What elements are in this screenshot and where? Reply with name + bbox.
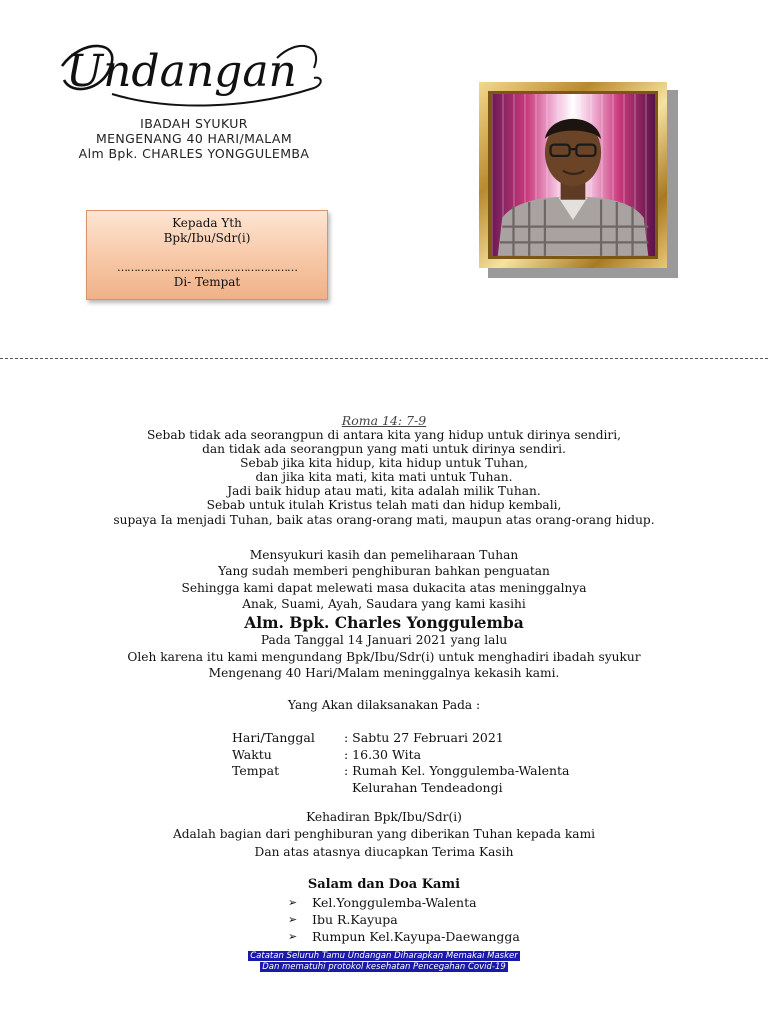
detail-value: : Sabtu 27 Februari 2021 bbox=[344, 730, 504, 745]
verse-line: dan tidak ada seorangpun yang mati untuk dirinya sendiri. bbox=[202, 442, 566, 456]
page-divider bbox=[0, 358, 768, 359]
detail-row-date bbox=[232, 730, 570, 747]
health-notice bbox=[0, 951, 768, 973]
closing-line: Dan atas atasnya diucapkan Terima Kasih bbox=[254, 845, 514, 859]
detail-row-time bbox=[232, 747, 570, 764]
list-item bbox=[288, 911, 520, 928]
signers-list bbox=[288, 894, 520, 945]
verse-line: Jadi baik hidup atau mati, kita adalah milik Tuhan. bbox=[227, 484, 541, 498]
detail-label bbox=[232, 780, 344, 797]
recipient-line-3: Di- Tempat bbox=[173, 275, 241, 289]
verse-line: Sebab tidak ada seorangpun di antara kita yang hidup untuk dirinya sendiri, bbox=[146, 428, 622, 442]
logo-flourish-graphic bbox=[52, 28, 327, 118]
list-item bbox=[288, 894, 520, 911]
verse-line: Sebab untuk itulah Kristus telah mati dan hidup kembali, bbox=[206, 498, 562, 512]
closing-line: Adalah bagian dari penghiburan yang diberikan Tuhan kepada kami bbox=[172, 827, 596, 841]
verse-line: supaya Ia menjadi Tuhan, baik atas orang-orang mati, maupun atas orang-orang hidup. bbox=[113, 513, 655, 527]
verse-line: dan jika kita mati, kita mati untuk Tuhan. bbox=[255, 470, 513, 484]
signer-name: Ibu R.Kayupa bbox=[312, 912, 398, 927]
subtitle-line-3: Alm Bpk. CHARLES YONGGULEMBA bbox=[78, 146, 310, 161]
verse-line: Sebab jika kita hidup, kita hidup untuk Tuhan, bbox=[240, 456, 528, 470]
notice-line-2: Dan mematuhi protokol kesehatan Pencegahan Covid-19 bbox=[262, 962, 506, 972]
arrow-bullet-icon: ➢ bbox=[288, 896, 298, 909]
detail-label: Hari/Tanggal bbox=[232, 730, 315, 745]
detail-label: Tempat bbox=[232, 763, 280, 778]
subtitle-line-1: IBADAH SYUKUR bbox=[140, 116, 248, 131]
verse-reference: Roma 14: 7-9 bbox=[341, 413, 427, 428]
message-line: Anak, Suami, Ayah, Saudara yang kami kasihi bbox=[242, 597, 526, 611]
detail-row-place-cont bbox=[232, 780, 570, 797]
photo-frame bbox=[479, 82, 667, 268]
list-item bbox=[288, 928, 520, 945]
logo-text: Undangan bbox=[66, 46, 297, 97]
notice-line-1: Catatan Seluruh Tamu Undangan Diharapkan Memakai Masker bbox=[250, 951, 518, 961]
schedule-intro: Yang Akan dilaksanakan Pada : bbox=[287, 698, 481, 712]
recipient-line-1: Kepada Yth bbox=[172, 216, 242, 230]
recipient-box bbox=[86, 210, 328, 300]
message-line: Mensyukuri kasih dan pemeliharaan Tuhan bbox=[249, 548, 519, 562]
message-line: Oleh karena itu kami mengundang Bpk/Ibu/Sdr(i) untuk menghadiri ibadah syukur bbox=[127, 650, 641, 664]
message-line: Pada Tanggal 14 Januari 2021 yang lalu bbox=[260, 633, 508, 647]
message-line: Yang sudah memberi penghiburan bahkan penguatan bbox=[218, 564, 550, 578]
undangan-logo bbox=[52, 28, 327, 118]
detail-value: : Rumah Kel. Yonggulemba-Walenta bbox=[344, 763, 570, 778]
signer-name: Kel.Yonggulemba-Walenta bbox=[312, 895, 477, 910]
salam-title: Salam dan Doa Kami bbox=[307, 877, 461, 892]
detail-value: : 16.30 Wita bbox=[344, 746, 422, 762]
subtitle-line-2: MENGENANG 40 HARI/MALAM bbox=[95, 131, 293, 146]
portrait-photo bbox=[488, 91, 658, 259]
closing-line: Kehadiran Bpk/Ibu/Sdr(i) bbox=[306, 810, 462, 824]
message-line: Sehingga kami dapat melewati masa dukacita atas meninggalnya bbox=[181, 581, 587, 595]
arrow-bullet-icon: ➢ bbox=[288, 930, 298, 943]
detail-label: Waktu bbox=[232, 746, 272, 762]
message-line: Mengenang 40 Hari/Malam meninggalnya kekasih kami. bbox=[208, 666, 560, 680]
arrow-bullet-icon: ➢ bbox=[288, 913, 298, 926]
detail-value: Kelurahan Tendeadongi bbox=[344, 779, 503, 795]
detail-row-place bbox=[232, 763, 570, 780]
deceased-name: Alm. Bpk. Charles Yonggulemba bbox=[244, 613, 524, 632]
signer-name: Rumpun Kel.Kayupa-Daewangga bbox=[312, 929, 520, 944]
recipient-dots: ……………………………………………… bbox=[117, 261, 297, 274]
event-details bbox=[232, 730, 570, 796]
recipient-line-2: Bpk/Ibu/Sdr(i) bbox=[163, 231, 251, 245]
portrait-figure-graphic bbox=[491, 94, 655, 256]
